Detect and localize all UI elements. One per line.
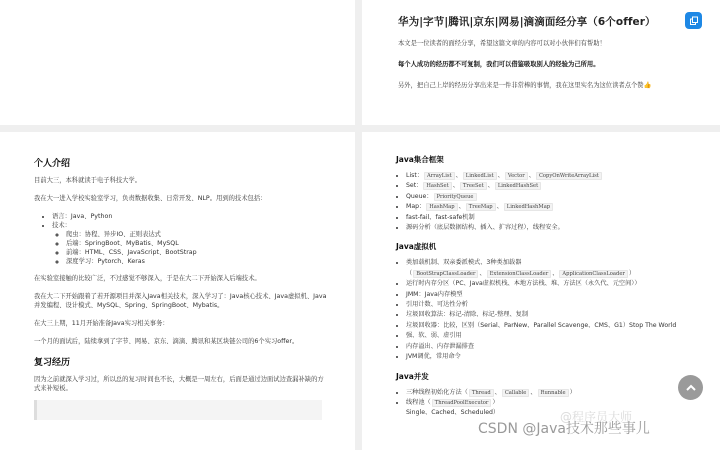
- pool-types: Single、Cached、Scheduled）: [406, 409, 500, 417]
- list-item: [406, 398, 698, 419]
- list-item: [406, 192, 698, 202]
- collections-list: [396, 171, 698, 233]
- blank-panel: [0, 0, 355, 125]
- code-chip: ArrayList: [424, 172, 455, 180]
- code-chip: HashSet: [423, 182, 451, 190]
- chevron-up-icon: [685, 382, 697, 394]
- list-item: • 垃圾回收器：比较，区别（Serial、ParNew、Parallel Scavenge、CMS、G1）Stop The World: [406, 321, 698, 331]
- list-item: • JVM调优，常用命令: [406, 352, 698, 362]
- article-intro: 本文是一位读者的面经分享，希望这篇文章的内容可以对小伙伴们有帮助！: [398, 40, 606, 47]
- code-chip: BootStrapClassLoader: [413, 270, 478, 278]
- share-button[interactable]: [685, 12, 702, 29]
- list-item: • 类加载机制、双亲委派模式、3种类加载器 （ BootStrapClassLoader 、 ExtensionClassLoader 、 ApplicationClassLoader ）: [406, 258, 698, 279]
- skill-tech-label: 技术：: [52, 222, 71, 229]
- list-item: • 内存溢出、内存泄漏排查: [406, 342, 698, 352]
- thread-ways: 三种线程初始化方法（: [406, 388, 468, 396]
- tech-item: ◦ 后端：SpringBoot、MyBatis、MySQL: [66, 239, 327, 248]
- knowledge-panel: [362, 132, 720, 450]
- intro-heading: 个人介绍: [34, 159, 71, 169]
- list-item: • Set： HashSet 、 TreeSet 、 LinkedHashSet: [406, 181, 698, 191]
- review-p1: 因为之前就深入学习过，所以总的复习时间也不长，大概是一周左右，后面是通过边面试边查漏补缺的方式来补短板。: [34, 376, 324, 392]
- loader-intro: 类加载机制、双亲委派模式、3种类加载器: [406, 259, 522, 267]
- scroll-to-top-button[interactable]: [678, 375, 703, 400]
- concurrency-list: [396, 388, 698, 419]
- list-item: • 运行时内存分区（PC、Java虚拟机栈、本地方法栈、堆、方法区（永久代、元空间））: [406, 279, 698, 289]
- thanks-text: 另外，把自己上岸的经历分享出来是一件非常棒的事情，我在这里实名为这位读者点个赞: [398, 82, 644, 89]
- list-item: • 源码分析（底层数据结构、插入、扩容过程），线程安全。: [406, 223, 698, 233]
- list-label: List：: [406, 172, 424, 179]
- intro-p2: 我在大一进入学校实验室学习，负责数据收集、日常开发、NLP。用到的技术包括：: [34, 195, 267, 202]
- skill-language: • 语言：Java、Python: [52, 212, 327, 221]
- list-item: • 三种线程初始化方法（ Thread 、 Callable 、 Runnable ）: [406, 388, 698, 398]
- code-chip: TreeMap: [466, 203, 496, 211]
- code-chip: LinkedList: [463, 172, 497, 180]
- article-header-panel: [362, 0, 720, 125]
- code-chip: ExtensionClassLoader: [487, 270, 552, 278]
- pool-close: ）: [492, 398, 499, 406]
- intro-p3: 在实验室接触的比较广泛，不过感觉不够深入，于是在大二下开始深入后端技术。: [34, 275, 261, 282]
- jvm-list: [396, 258, 698, 362]
- concurrency-heading: Java并发: [396, 371, 429, 381]
- map-label: Map：: [406, 203, 426, 211]
- jvm-heading: Java虚拟机: [396, 242, 437, 252]
- article-title: 华为|字节|腾讯|京东|网易|滴滴面经分享（6个offer）: [398, 16, 656, 28]
- tech-item: ◦ 深度学习：Pytorch、Keras: [66, 257, 327, 266]
- code-chip: TreeSet: [460, 182, 487, 190]
- tech-sublist: [52, 230, 327, 266]
- tech-item: ◦ 前端：HTML、CSS、JavaScript、BootStrap: [66, 248, 327, 257]
- code-chip: Callable: [502, 389, 530, 397]
- thread-close: ）: [569, 388, 576, 396]
- list-item: • List： ArrayList 、 LinkedList 、 Vector 、 CopyOnWriteArrayList: [406, 171, 698, 181]
- list-item: • fast-fail、fast-safe机制: [406, 213, 698, 223]
- code-chip: ApplicationClassLoader: [559, 270, 628, 278]
- review-heading: 复习经历: [34, 358, 71, 368]
- code-chip: HashMap: [426, 203, 457, 211]
- code-chip: LinkedHashSet: [495, 182, 541, 190]
- set-label: Set：: [406, 182, 423, 190]
- collections-heading: Java集合框架: [396, 155, 444, 164]
- watermark-faint: @程序员大师: [560, 410, 633, 424]
- watermark: CSDN @Java技术那些事儿: [478, 421, 650, 437]
- intro-p4: 我在大二下开始跟着了若开源项目并深入Java相关技术，深入学习了：Java核心技术、Java虚拟机、Java并发编程、设计模式、MySQL、Spring、SpringBoot、Mybatis。: [34, 293, 327, 309]
- skills-list: [34, 212, 327, 266]
- code-chip: LinkedHashMap: [504, 203, 553, 211]
- article-thanks: [398, 81, 692, 90]
- list-item: • 强、软、弱、虚引用: [406, 331, 698, 341]
- intro-p1: 目前大三，本科就读于电子科技大学。: [34, 177, 142, 184]
- intro-p5: 在大三上期，11月开始准备Java实习相关事务：: [34, 320, 169, 327]
- blockquote: [34, 400, 322, 420]
- list-item: • 垃圾回收算法：标记-清除、标记-整理、复制: [406, 310, 698, 320]
- share-icon: [689, 16, 699, 26]
- code-chip: Thread: [469, 389, 494, 397]
- code-chip: Runnable: [538, 389, 569, 397]
- pool-intro: 线程池（: [406, 398, 431, 406]
- skill-tech: [52, 221, 327, 266]
- queue-label: Queue：: [406, 192, 433, 200]
- code-chip: CopyOnWriteArrayList: [536, 172, 602, 180]
- intro-p6: 一个月的面试后，陆续拿到了字节、网易、京东、滴滴、腾讯和某区块链公司的6个实习offer。: [34, 338, 299, 345]
- tech-item: ◦ 爬虫：协程、异步IO、正则表达式: [66, 230, 327, 239]
- intro-panel: [0, 132, 355, 450]
- list-item: • Map： HashMap 、 TreeMap 、 LinkedHashMap: [406, 202, 698, 212]
- code-chip: ThreadPoolExecutor: [432, 399, 492, 407]
- code-chip: Vector: [505, 172, 528, 180]
- list-item: • JMM：Java内存模型: [406, 290, 698, 300]
- code-chip: PriorityQueue: [434, 193, 477, 201]
- thumbs-up-icon: 👍: [643, 82, 652, 89]
- article-quote: 每个人成功的经历都不可复制，我们可以借鉴吸取别人的经验为己所用。: [398, 61, 600, 68]
- list-item: • 引用计数、可达性分析: [406, 300, 698, 310]
